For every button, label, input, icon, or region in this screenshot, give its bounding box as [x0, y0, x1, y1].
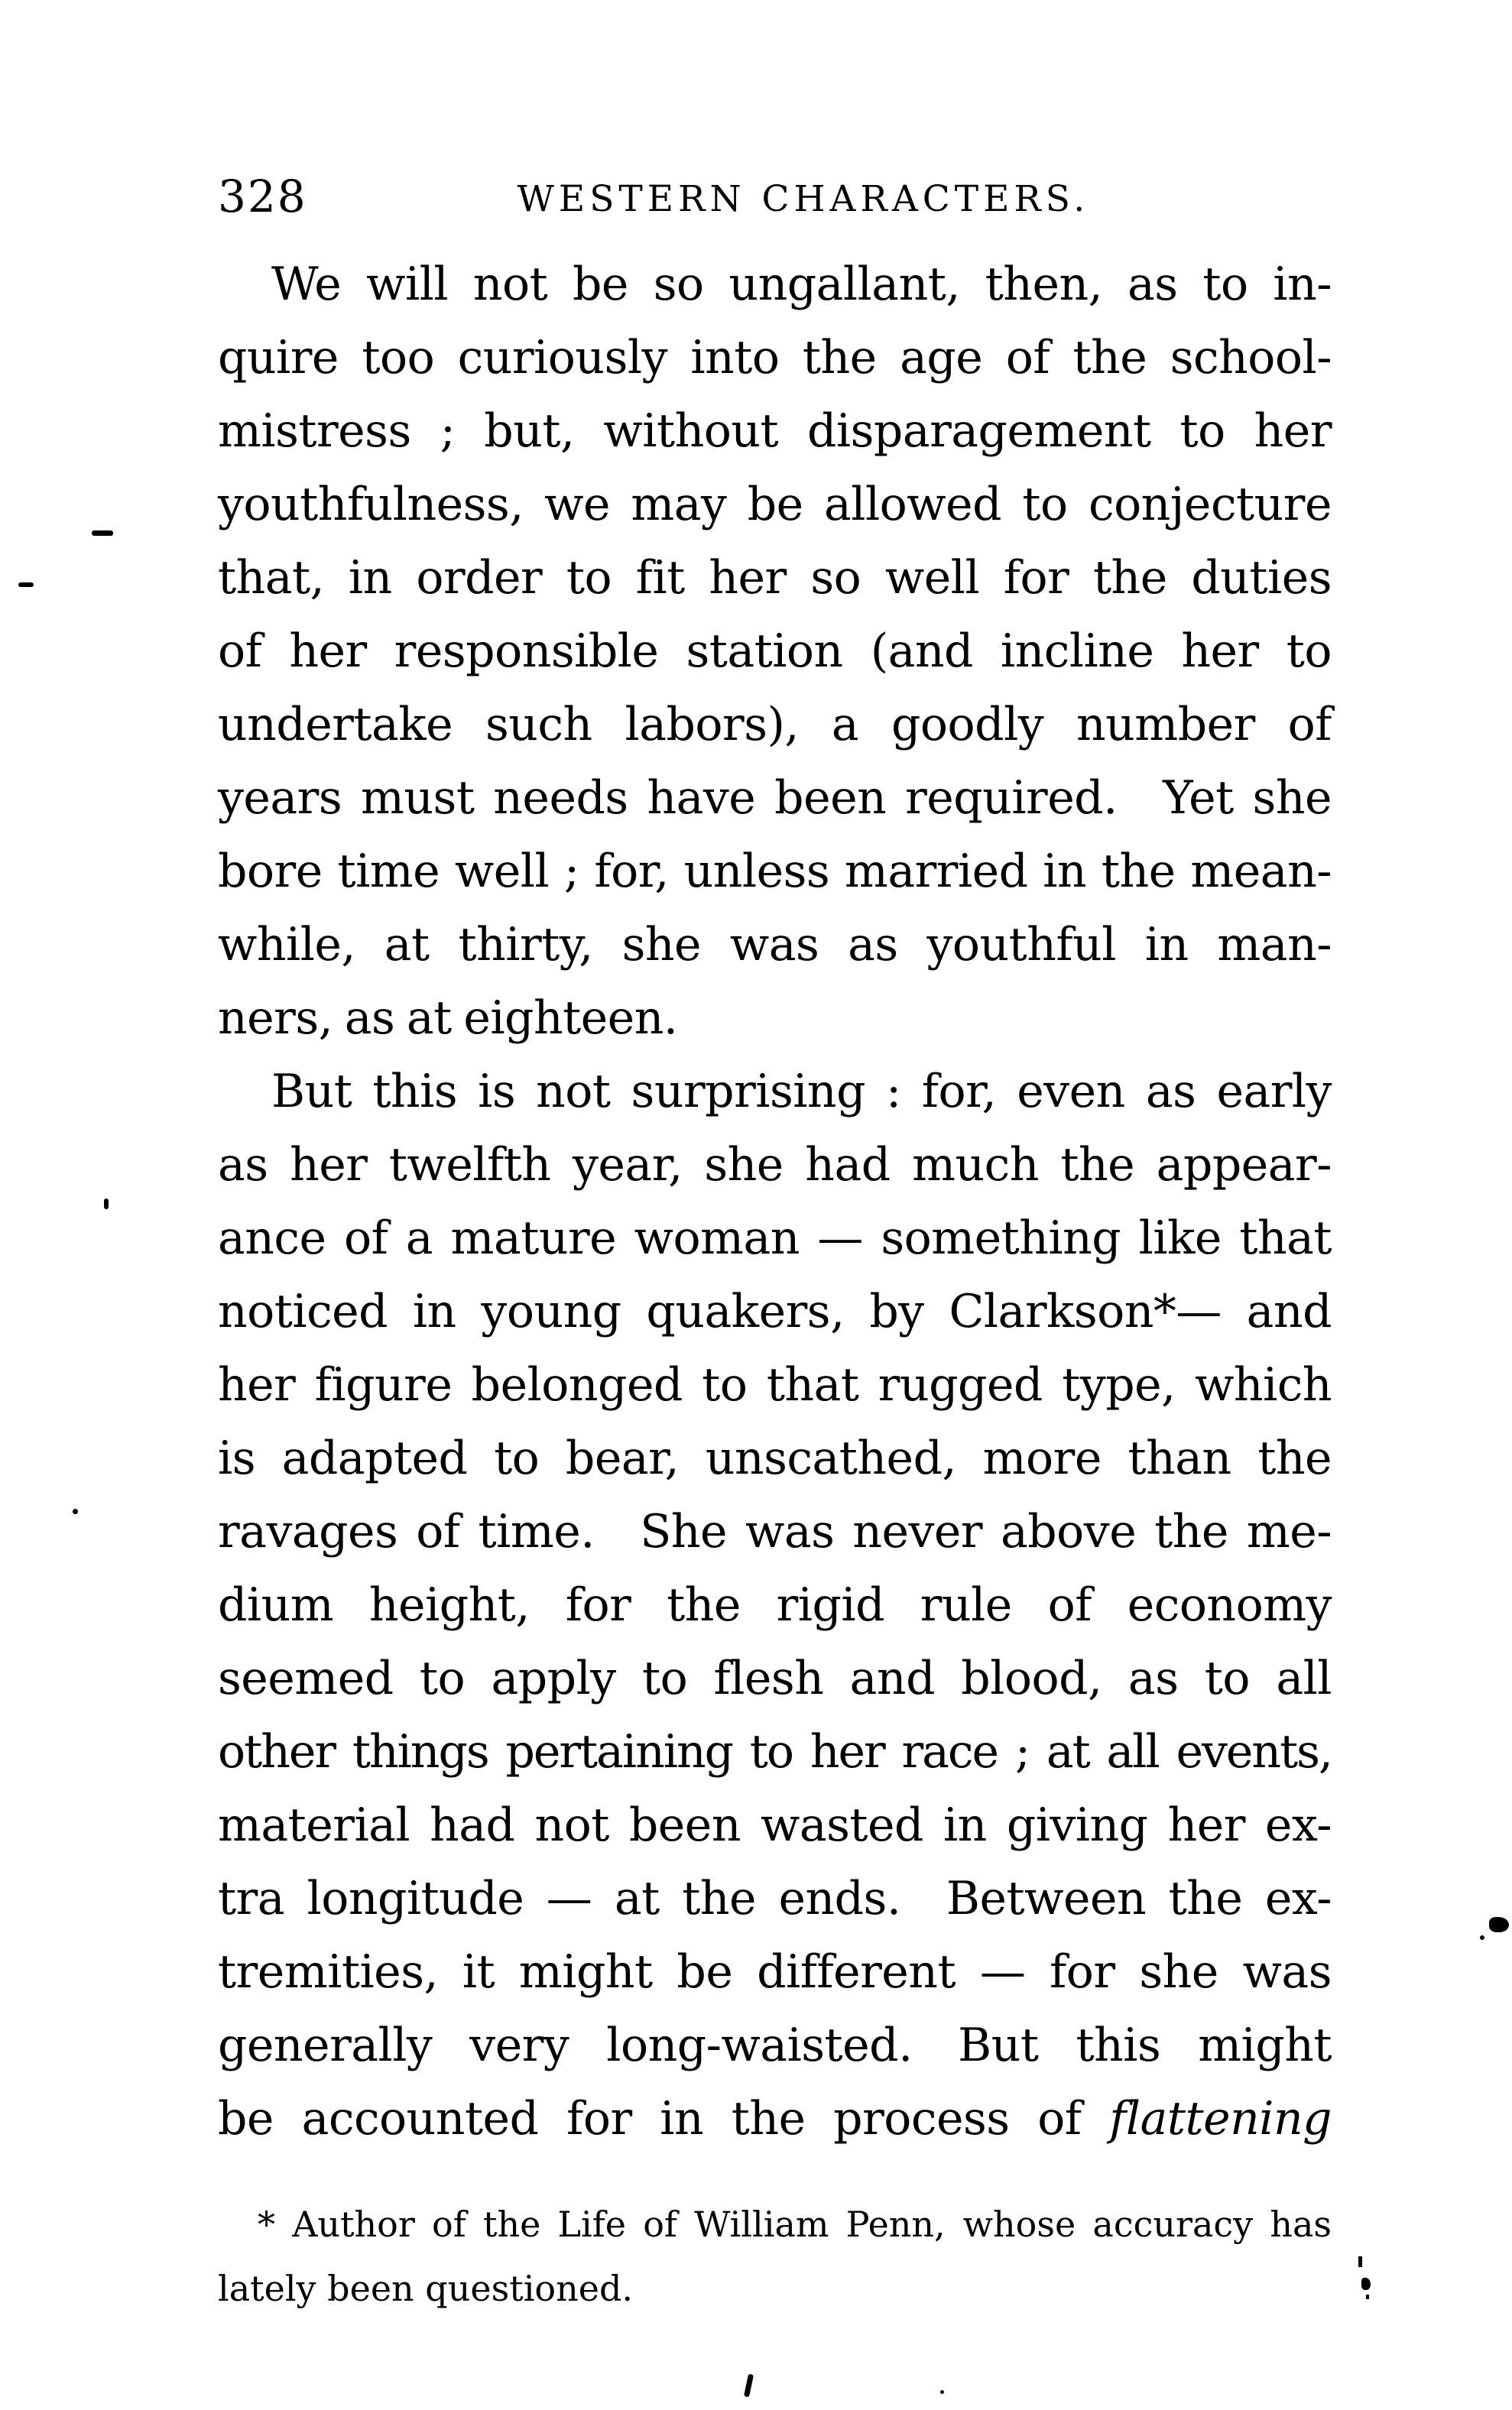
- text-line: bore time well ; for, unless married in the mean-: [218, 845, 1332, 898]
- text-line: ance of a mature woman — something like that: [218, 1211, 1332, 1265]
- text-line: dium height, for the rigid rule of economy: [218, 1578, 1332, 1632]
- ink-speck: [18, 582, 34, 587]
- text-line: seemed to apply to flesh and blood, as to all: [218, 1652, 1332, 1705]
- text-line: But this is not surprising : for, even as early: [271, 1065, 1332, 1118]
- text-line: of her responsible station (and incline her to: [218, 624, 1332, 678]
- text-line: [218, 2082, 1332, 2155]
- page-text: [218, 248, 1332, 2155]
- text-line: material had not been wasted in giving her ex-: [218, 1799, 1332, 1852]
- text-line: mistress ; but, without disparagement to her: [218, 404, 1332, 458]
- text-line: youthfulness, we may be allowed to conjecture: [218, 478, 1332, 531]
- ink-speck: [1489, 1917, 1509, 1932]
- text-line: as her twelfth year, she had much the appear-: [218, 1138, 1332, 1192]
- text-line: is adapted to bear, unscathed, more than the: [218, 1432, 1332, 1485]
- text-line: tremities, it might be different — for she was: [218, 1945, 1332, 1999]
- running-title: WESTERN CHARACTERS.: [517, 178, 1090, 220]
- text-line: undertake such labors), a goodly number of: [218, 698, 1332, 751]
- running-header: [218, 157, 1332, 222]
- text-line: while, at thirty, she was as youthful in man-: [218, 918, 1332, 971]
- ink-speck: [940, 2390, 944, 2394]
- ink-speck: [744, 2374, 754, 2398]
- ink-speck: [92, 530, 113, 536]
- text-line: her figure belonged to that rugged type, which: [218, 1358, 1332, 1412]
- page-number: 328: [218, 170, 307, 222]
- footnote: [218, 2192, 1332, 2321]
- ink-speck: [1358, 2256, 1362, 2267]
- text-line: ners, as at eighteen.: [218, 991, 678, 1045]
- text-line: tra longitude — at the ends. Between the ex-: [218, 1872, 1332, 1925]
- text-run: be accounted for in the process of: [218, 2092, 1082, 2146]
- text-line: that, in order to fit her so well for the duties: [218, 551, 1332, 605]
- footnote-line: lately been questioned.: [218, 2268, 634, 2309]
- text-line: ravages of time. She was never above the me-: [218, 1505, 1332, 1559]
- text-line: noticed in young quakers, by Clarkson*— and: [218, 1285, 1332, 1338]
- footnote-line: * Author of the Life of William Penn, whose accuracy has: [258, 2204, 1332, 2245]
- text-line: years must needs have been required. Yet she: [218, 771, 1332, 825]
- text-line: quire too curiously into the age of the school-: [218, 331, 1332, 384]
- ink-speck: [73, 1509, 78, 1514]
- text-line: We will not be so ungallant, then, as to in-: [271, 258, 1332, 311]
- ink-speck: [1480, 1935, 1484, 1940]
- ink-speck: [104, 1199, 109, 1209]
- italic-text-run: flattening: [1109, 2092, 1332, 2146]
- text-line: generally very long-waisted. But this might: [218, 2019, 1332, 2072]
- ink-speck: [1366, 2295, 1369, 2299]
- text-line: other things pertaining to her race ; at all events,: [218, 1725, 1332, 1779]
- ink-speck: [1361, 2278, 1371, 2290]
